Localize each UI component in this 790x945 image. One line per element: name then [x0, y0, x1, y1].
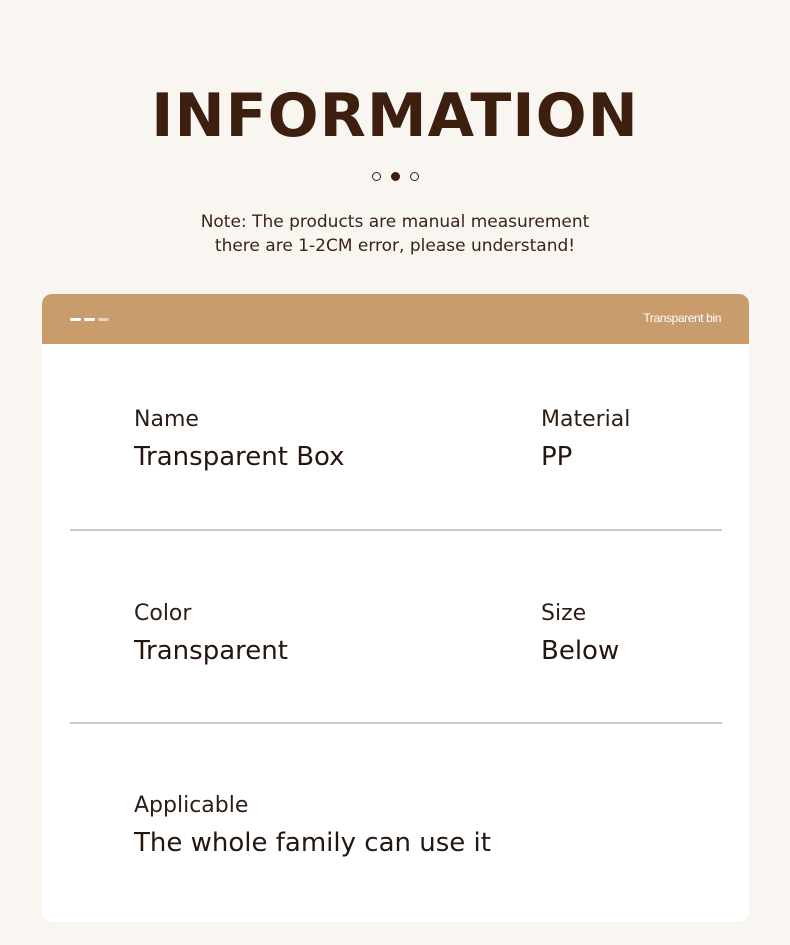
dot-indicator — [372, 172, 381, 181]
field-color-label: Color — [134, 601, 192, 626]
field-color-value: Transparent — [134, 636, 288, 666]
field-applicable-label: Applicable — [134, 793, 249, 818]
carousel-dots — [0, 172, 790, 181]
field-name-label: Name — [134, 407, 199, 432]
measurement-note — [0, 210, 790, 258]
dashes-icon — [70, 318, 109, 321]
divider — [70, 529, 722, 531]
field-name-value: Transparent Box — [134, 442, 345, 472]
page-title: INFORMATION — [151, 81, 639, 151]
dot-indicator-active — [391, 172, 400, 181]
field-color — [134, 600, 288, 668]
note-line-1: Note: The products are manual measurement — [200, 212, 590, 232]
field-applicable-value: The whole family can use it — [134, 828, 491, 858]
field-size-label: Size — [541, 601, 587, 626]
field-size — [541, 600, 619, 668]
divider — [70, 722, 722, 724]
dash — [70, 318, 81, 321]
info-card — [42, 294, 749, 922]
field-applicable — [134, 792, 491, 860]
card-header-label: Transparent bin — [643, 311, 721, 325]
dash — [98, 318, 109, 321]
dot-indicator — [410, 172, 419, 181]
field-material-label: Material — [541, 407, 631, 432]
field-size-value: Below — [541, 636, 620, 666]
field-material-value: PP — [541, 442, 573, 472]
dash — [84, 318, 95, 321]
card-header — [42, 294, 749, 344]
field-material — [541, 406, 630, 474]
note-line-2: there are 1-2CM error, please understand! — [214, 236, 576, 256]
field-name — [134, 406, 345, 474]
